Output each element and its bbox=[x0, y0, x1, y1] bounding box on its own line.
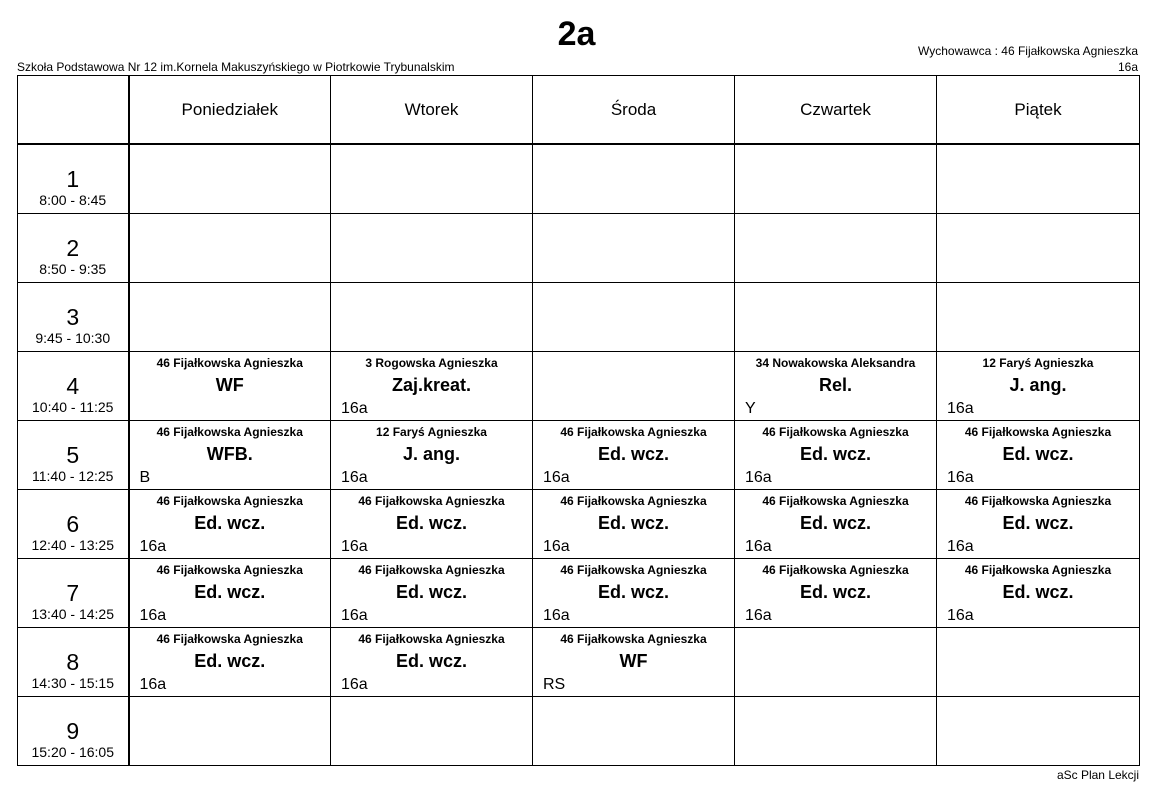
period-time: 15:20 - 16:05 bbox=[31, 744, 114, 760]
lesson-room: 16a bbox=[341, 607, 368, 624]
day-label: Poniedziałek bbox=[181, 99, 278, 119]
day-label: Środa bbox=[610, 99, 657, 119]
period-number: 1 bbox=[66, 166, 80, 192]
page-title: 2a bbox=[557, 15, 596, 53]
lesson-subject: Rel. bbox=[818, 375, 852, 395]
lesson-subject: Ed. wcz. bbox=[597, 444, 669, 464]
day-header-row bbox=[18, 76, 1140, 145]
lesson-cell[interactable] bbox=[735, 697, 937, 766]
lesson-teacher: 46 Fijałkowska Agnieszka bbox=[560, 632, 707, 646]
lesson-cell[interactable] bbox=[331, 628, 533, 697]
lesson-room: 16a bbox=[139, 538, 167, 555]
lesson-subject: J. ang. bbox=[1009, 375, 1067, 395]
lesson-cell[interactable] bbox=[533, 144, 735, 214]
lesson-cell[interactable] bbox=[533, 559, 735, 628]
lesson-cell[interactable] bbox=[937, 214, 1140, 283]
lesson-cell[interactable] bbox=[331, 352, 533, 421]
lesson-teacher: 46 Fijałkowska Agnieszka bbox=[156, 425, 303, 439]
lesson-teacher: 46 Fijałkowska Agnieszka bbox=[762, 494, 909, 508]
period-number: 8 bbox=[66, 649, 80, 675]
lesson-cell[interactable] bbox=[937, 628, 1140, 697]
lesson-subject: WFB. bbox=[206, 444, 253, 464]
period-row bbox=[18, 352, 1140, 421]
lesson-cell[interactable] bbox=[331, 490, 533, 559]
lesson bbox=[331, 559, 532, 627]
lesson-teacher: 3 Rogowska Agnieszka bbox=[365, 356, 498, 370]
lesson-cell[interactable] bbox=[129, 352, 331, 421]
period-time: 12:40 - 13:25 bbox=[31, 537, 114, 553]
lesson bbox=[130, 628, 331, 696]
lesson-teacher: 46 Fijałkowska Agnieszka bbox=[156, 563, 303, 577]
day-header bbox=[937, 76, 1140, 145]
lesson-teacher: 34 Nowakowska Aleksandra bbox=[755, 356, 916, 370]
lesson bbox=[130, 490, 331, 558]
lesson-cell[interactable] bbox=[129, 214, 331, 283]
period-row bbox=[18, 283, 1140, 352]
period-row bbox=[18, 421, 1140, 490]
lesson-teacher: 46 Fijałkowska Agnieszka bbox=[156, 632, 303, 646]
lesson-room: 16a bbox=[543, 469, 570, 486]
lesson bbox=[735, 490, 936, 558]
lesson-cell[interactable] bbox=[331, 421, 533, 490]
lesson-cell[interactable] bbox=[735, 352, 937, 421]
period-number: 2 bbox=[66, 235, 80, 261]
lesson-subject: Ed. wcz. bbox=[194, 513, 266, 533]
homeroom-teacher: Wychowawca : 46 Fijałkowska Agnieszka bbox=[918, 44, 1138, 58]
lesson-cell[interactable] bbox=[129, 559, 331, 628]
period-header bbox=[18, 559, 129, 628]
lesson-cell[interactable] bbox=[937, 697, 1140, 766]
period-row bbox=[18, 559, 1140, 628]
lesson-subject: Ed. wcz. bbox=[1002, 444, 1074, 464]
lesson bbox=[735, 352, 936, 420]
lesson-cell[interactable] bbox=[937, 283, 1140, 352]
period-number: 3 bbox=[66, 304, 80, 330]
lesson bbox=[533, 490, 734, 558]
period-number: 4 bbox=[66, 373, 80, 399]
day-label: Piątek bbox=[1014, 99, 1062, 119]
lesson-subject: Ed. wcz. bbox=[395, 582, 467, 602]
period-time: 13:40 - 14:25 bbox=[31, 606, 114, 622]
period-time: 14:30 - 15:15 bbox=[31, 675, 114, 691]
lesson-cell[interactable] bbox=[735, 214, 937, 283]
lesson-cell[interactable] bbox=[331, 697, 533, 766]
lesson-cell[interactable] bbox=[735, 490, 937, 559]
lesson-cell[interactable] bbox=[735, 283, 937, 352]
lesson-cell[interactable] bbox=[129, 283, 331, 352]
lesson-cell[interactable] bbox=[533, 352, 735, 421]
day-label: Czwartek bbox=[800, 99, 871, 119]
lesson-room: 16a bbox=[745, 607, 772, 624]
period-row bbox=[18, 697, 1140, 766]
lesson bbox=[735, 559, 936, 627]
lesson-room: 16a bbox=[341, 538, 368, 555]
lesson-cell[interactable] bbox=[937, 490, 1140, 559]
lesson-cell[interactable] bbox=[331, 214, 533, 283]
period-header bbox=[18, 144, 129, 214]
lesson-teacher: 46 Fijałkowska Agnieszka bbox=[762, 563, 909, 577]
lesson-teacher: 12 Faryś Agnieszka bbox=[982, 356, 1094, 370]
lesson-room: RS bbox=[543, 676, 566, 693]
lesson-teacher: 46 Fijałkowska Agnieszka bbox=[964, 563, 1112, 577]
lesson-cell[interactable] bbox=[735, 628, 937, 697]
lesson bbox=[130, 352, 331, 420]
lesson-cell[interactable] bbox=[735, 559, 937, 628]
period-header bbox=[18, 214, 129, 283]
lesson-teacher: 46 Fijałkowska Agnieszka bbox=[156, 494, 303, 508]
lesson bbox=[937, 421, 1139, 489]
lesson bbox=[735, 421, 936, 489]
lesson-teacher: 46 Fijałkowska Agnieszka bbox=[358, 563, 505, 577]
lesson-subject: WF bbox=[215, 375, 244, 395]
lesson bbox=[533, 628, 734, 696]
period-number: 7 bbox=[66, 580, 80, 606]
period-number: 5 bbox=[66, 442, 80, 468]
lesson-teacher: 46 Fijałkowska Agnieszka bbox=[156, 356, 303, 370]
timetable bbox=[17, 75, 1140, 766]
period-row bbox=[18, 628, 1140, 697]
lesson-subject: Ed. wcz. bbox=[395, 513, 467, 533]
lesson-teacher: 46 Fijałkowska Agnieszka bbox=[762, 425, 909, 439]
lesson-cell[interactable] bbox=[129, 697, 331, 766]
lesson-teacher: 46 Fijałkowska Agnieszka bbox=[358, 632, 505, 646]
day-header bbox=[533, 76, 735, 145]
period-number: 9 bbox=[66, 718, 80, 744]
day-label: Wtorek bbox=[404, 99, 459, 119]
homeroom-room: 16a bbox=[1117, 60, 1138, 74]
lesson bbox=[937, 559, 1139, 627]
period-header bbox=[18, 628, 129, 697]
lesson-subject: Ed. wcz. bbox=[597, 513, 669, 533]
lesson-teacher: 46 Fijałkowska Agnieszka bbox=[964, 494, 1112, 508]
lesson-subject: Ed. wcz. bbox=[799, 444, 871, 464]
lesson-cell[interactable] bbox=[937, 559, 1140, 628]
lesson bbox=[533, 421, 734, 489]
lesson-subject: J. ang. bbox=[402, 444, 460, 464]
lesson-room: 16a bbox=[341, 676, 368, 693]
period-row bbox=[18, 490, 1140, 559]
lesson-subject: Ed. wcz. bbox=[1002, 582, 1074, 602]
corner-cell bbox=[18, 76, 129, 145]
lesson-room: 16a bbox=[745, 538, 772, 555]
lesson bbox=[331, 352, 532, 420]
lesson-room: 16a bbox=[947, 538, 974, 555]
lesson-teacher: 46 Fijałkowska Agnieszka bbox=[560, 563, 707, 577]
lesson bbox=[331, 628, 532, 696]
lesson-cell[interactable] bbox=[129, 421, 331, 490]
lesson bbox=[331, 490, 532, 558]
lesson-cell[interactable] bbox=[331, 283, 533, 352]
lesson-room: B bbox=[139, 469, 151, 486]
lesson-subject: Ed. wcz. bbox=[597, 582, 669, 602]
lesson-cell[interactable] bbox=[533, 697, 735, 766]
lesson-cell[interactable] bbox=[735, 421, 937, 490]
day-header bbox=[331, 76, 533, 145]
lesson-cell[interactable] bbox=[331, 144, 533, 214]
period-row bbox=[18, 214, 1140, 283]
lesson-subject: Ed. wcz. bbox=[395, 651, 467, 671]
lesson-subject: Ed. wcz. bbox=[799, 513, 871, 533]
lesson-cell[interactable] bbox=[533, 214, 735, 283]
period-time: 8:50 - 9:35 bbox=[39, 261, 107, 277]
period-header bbox=[18, 352, 129, 421]
lesson-cell[interactable] bbox=[129, 490, 331, 559]
period-time: 11:40 - 12:25 bbox=[32, 468, 114, 484]
lesson-teacher: 46 Fijałkowska Agnieszka bbox=[560, 425, 707, 439]
lesson-subject: Zaj.kreat. bbox=[391, 375, 472, 395]
lesson-cell[interactable] bbox=[533, 628, 735, 697]
period-header bbox=[18, 697, 129, 766]
lesson-room: 16a bbox=[341, 469, 368, 486]
lesson-room: 16a bbox=[543, 607, 570, 624]
lesson bbox=[130, 421, 331, 489]
lesson-room: 16a bbox=[139, 676, 167, 693]
period-number: 6 bbox=[66, 511, 80, 537]
period-time: 9:45 - 10:30 bbox=[35, 330, 111, 346]
lesson-cell[interactable] bbox=[533, 421, 735, 490]
lesson-subject: Ed. wcz. bbox=[1002, 513, 1074, 533]
lesson-cell[interactable] bbox=[937, 352, 1140, 421]
lesson-cell[interactable] bbox=[735, 144, 937, 214]
generator-label: aSc Plan Lekcji bbox=[1056, 768, 1139, 782]
lesson-cell[interactable] bbox=[129, 628, 331, 697]
lesson-room: 16a bbox=[745, 469, 772, 486]
lesson-teacher: 12 Faryś Agnieszka bbox=[376, 425, 487, 439]
lesson-cell[interactable] bbox=[533, 490, 735, 559]
lesson-teacher: 46 Fijałkowska Agnieszka bbox=[358, 494, 505, 508]
lesson bbox=[533, 559, 734, 627]
day-header bbox=[735, 76, 937, 145]
lesson-cell[interactable] bbox=[937, 144, 1140, 214]
lesson-subject: Ed. wcz. bbox=[194, 582, 266, 602]
period-header bbox=[18, 421, 129, 490]
period-header bbox=[18, 490, 129, 559]
lesson-cell[interactable] bbox=[533, 283, 735, 352]
lesson-subject: WF bbox=[619, 651, 648, 671]
lesson-room: Y bbox=[745, 400, 756, 417]
lesson bbox=[130, 559, 331, 627]
school-name: Szkoła Podstawowa Nr 12 im.Kornela Makuszyńskiego w Piotrkowie Trybunalskim bbox=[17, 60, 455, 74]
lesson-cell[interactable] bbox=[331, 559, 533, 628]
lesson bbox=[937, 490, 1139, 558]
lesson-cell[interactable] bbox=[937, 421, 1140, 490]
lesson-room: 16a bbox=[947, 607, 974, 624]
lesson bbox=[937, 352, 1139, 420]
period-time: 10:40 - 11:25 bbox=[32, 399, 114, 415]
lesson-cell[interactable] bbox=[129, 144, 331, 214]
lesson-room: 16a bbox=[543, 538, 570, 555]
lesson-room: 16a bbox=[947, 400, 974, 417]
lesson-subject: Ed. wcz. bbox=[194, 651, 266, 671]
lesson-room: 16a bbox=[139, 607, 167, 624]
lesson-room: 16a bbox=[947, 469, 974, 486]
lesson-teacher: 46 Fijałkowska Agnieszka bbox=[964, 425, 1112, 439]
lesson-room: 16a bbox=[341, 400, 368, 417]
period-row bbox=[18, 144, 1140, 214]
lesson-teacher: 46 Fijałkowska Agnieszka bbox=[560, 494, 707, 508]
period-header bbox=[18, 283, 129, 352]
day-header bbox=[129, 76, 331, 145]
period-time: 8:00 - 8:45 bbox=[39, 192, 107, 208]
lesson bbox=[331, 421, 532, 489]
lesson-subject: Ed. wcz. bbox=[799, 582, 871, 602]
